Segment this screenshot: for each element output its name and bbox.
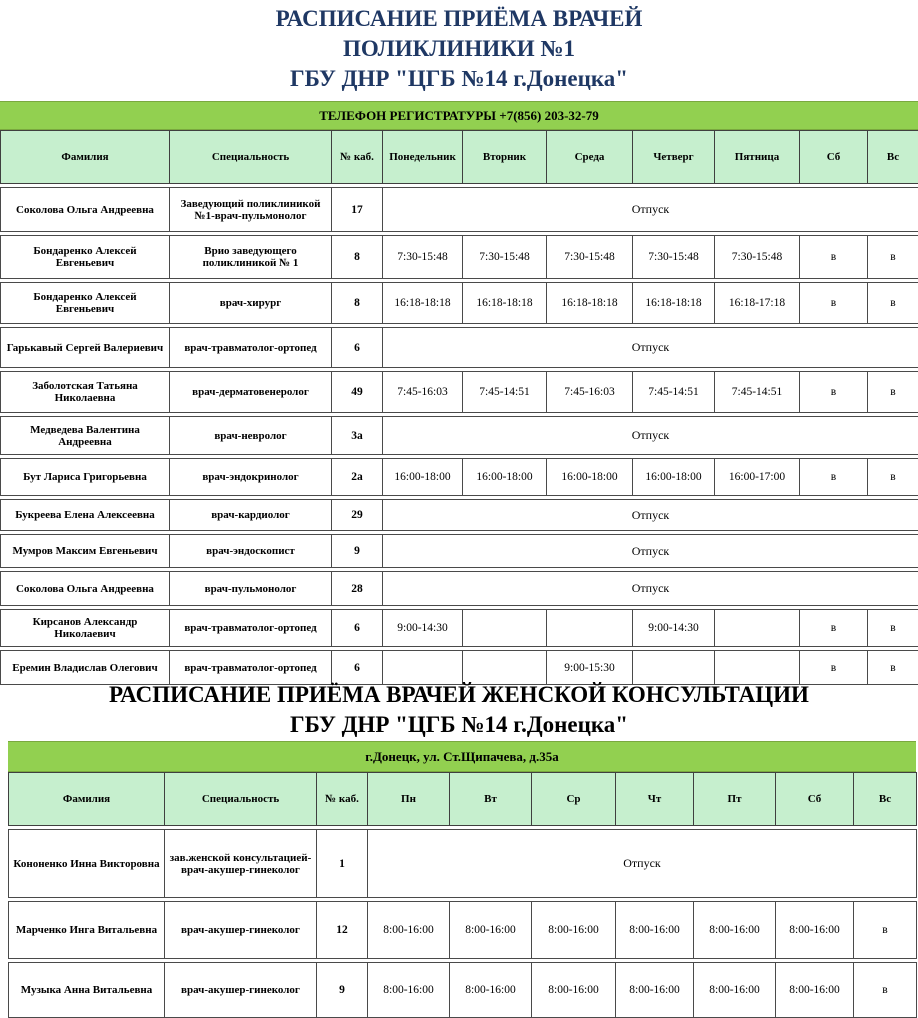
schedule-cell: в	[868, 283, 918, 324]
column-header: Фамилия	[1, 131, 170, 184]
schedule-cell: 16:18-18:18	[547, 283, 633, 324]
doctor-name-cell: Марченко Инга Витальевна	[9, 902, 165, 959]
cabinet-cell: 2а	[332, 459, 383, 496]
schedule-cell: в	[868, 651, 918, 685]
column-header: Чт	[616, 773, 694, 826]
schedule-cell: 16:00-18:00	[463, 459, 547, 496]
doctor-name-cell: Соколова Ольга Андреевна	[1, 572, 170, 606]
vacation-cell: Отпуск	[383, 328, 918, 368]
column-header: № каб.	[332, 131, 383, 184]
specialty-cell: врач-травматолог-ортопед	[170, 328, 332, 368]
specialty-cell: врач-эндокринолог	[170, 459, 332, 496]
schedule-cell: 7:30-15:48	[463, 236, 547, 279]
specialty-cell: врач-эндоскопист	[170, 535, 332, 568]
schedule-cell: 8:00-16:00	[450, 902, 532, 959]
cabinet-cell: 28	[332, 572, 383, 606]
schedule-cell: 8:00-16:00	[776, 902, 854, 959]
column-header: Понедельник	[383, 131, 463, 184]
womens-consultation-title-line: ГБУ ДНР "ЦГБ №14 г.Донецка"	[0, 710, 918, 740]
doctor-name-cell: Бут Лариса Григорьевна	[1, 459, 170, 496]
schedule-cell: 7:45-16:03	[547, 372, 633, 413]
doctor-name-cell: Медведева Валентина Андреевна	[1, 417, 170, 455]
doctor-row	[1, 236, 918, 279]
schedule-cell: 8:00-16:00	[616, 902, 694, 959]
doctor-name-cell: Гарькавый Сергей Валериевич	[1, 328, 170, 368]
schedule-cell: 7:30-15:48	[547, 236, 633, 279]
schedule-cell: 8:00-16:00	[368, 963, 450, 1018]
schedule-cell	[547, 610, 633, 647]
schedule-cell: 8:00-16:00	[616, 963, 694, 1018]
cabinet-cell: 6	[332, 610, 383, 647]
womens-consultation-title	[0, 680, 918, 740]
header-row	[9, 773, 917, 826]
womens-consultation-schedule-table	[8, 772, 917, 1018]
specialty-cell: врач-акушер-гинеколог	[165, 902, 317, 959]
cabinet-cell: 3а	[332, 417, 383, 455]
schedule-cell: в	[800, 651, 868, 685]
schedule-cell: 9:00-14:30	[383, 610, 463, 647]
schedule-cell: 8:00-16:00	[694, 963, 776, 1018]
schedule-cell: 8:00-16:00	[694, 902, 776, 959]
cabinet-cell: 6	[332, 651, 383, 685]
header-row	[1, 131, 918, 184]
schedule-cell: 7:45-14:51	[463, 372, 547, 413]
vacation-cell: Отпуск	[383, 500, 918, 531]
cabinet-cell: 49	[332, 372, 383, 413]
doctor-row	[1, 417, 918, 455]
column-header: Специальность	[170, 131, 332, 184]
schedule-cell: в	[868, 236, 918, 279]
schedule-cell: в	[868, 372, 918, 413]
doctor-row	[1, 283, 918, 324]
doctor-row	[9, 963, 917, 1018]
specialty-cell: врач-дерматовенеролог	[170, 372, 332, 413]
vacation-cell: Отпуск	[383, 535, 918, 568]
specialty-cell: Врио заведующего поликлиникой № 1	[170, 236, 332, 279]
column-header: Пятница	[715, 131, 800, 184]
schedule-cell	[463, 610, 547, 647]
schedule-cell: 16:00-18:00	[383, 459, 463, 496]
schedule-cell: 16:00-17:00	[715, 459, 800, 496]
doctor-row	[1, 372, 918, 413]
column-header: Четверг	[633, 131, 715, 184]
specialty-cell: врач-травматолог-ортопед	[170, 651, 332, 685]
doctor-row	[1, 188, 918, 232]
schedule-cell: в	[854, 963, 917, 1018]
doctor-row	[1, 572, 918, 606]
schedule-cell: 16:18-18:18	[633, 283, 715, 324]
specialty-cell: врач-невролог	[170, 417, 332, 455]
column-header: № каб.	[317, 773, 368, 826]
schedule-cell: 7:45-16:03	[383, 372, 463, 413]
schedule-cell: 8:00-16:00	[532, 902, 616, 959]
column-header: Сб	[776, 773, 854, 826]
doctor-row	[1, 328, 918, 368]
schedule-cell: 8:00-16:00	[368, 902, 450, 959]
schedule-cell: в	[800, 236, 868, 279]
column-header: Вт	[450, 773, 532, 826]
schedule-cell: 9:00-14:30	[633, 610, 715, 647]
specialty-cell: врач-травматолог-ортопед	[170, 610, 332, 647]
registry-phone-bar	[0, 101, 918, 130]
column-header: Сб	[800, 131, 868, 184]
cabinet-cell: 9	[317, 963, 368, 1018]
schedule-cell: 7:45-14:51	[633, 372, 715, 413]
schedule-cell: 7:45-14:51	[715, 372, 800, 413]
polyclinic-title-line: ПОЛИКЛИНИКИ №1	[0, 34, 918, 64]
doctor-name-cell: Букреева Елена Алексеевна	[1, 500, 170, 531]
schedule-cell: 16:18-18:18	[463, 283, 547, 324]
column-header: Пт	[694, 773, 776, 826]
polyclinic-schedule-table	[0, 130, 918, 685]
schedule-cell: 9:00-15:30	[547, 651, 633, 685]
doctor-row	[1, 500, 918, 531]
doctor-name-cell: Бондаренко Алексей Евгеньевич	[1, 283, 170, 324]
doctor-row	[1, 535, 918, 568]
polyclinic-title-line: РАСПИСАНИЕ ПРИЁМА ВРАЧЕЙ	[0, 4, 918, 34]
specialty-cell: зав.женской консультацией-врач-акушер-гинеколог	[165, 830, 317, 898]
column-header: Вс	[868, 131, 918, 184]
doctor-name-cell: Заболотская Татьяна Николаевна	[1, 372, 170, 413]
column-header: Фамилия	[9, 773, 165, 826]
schedule-cell: в	[800, 459, 868, 496]
schedule-cell: 16:18-17:18	[715, 283, 800, 324]
address-bar	[8, 741, 916, 772]
cabinet-cell: 17	[332, 188, 383, 232]
doctor-row	[9, 830, 917, 898]
schedule-cell: в	[800, 610, 868, 647]
specialty-cell: врач-хирург	[170, 283, 332, 324]
womens-consultation-title-line: РАСПИСАНИЕ ПРИЁМА ВРАЧЕЙ ЖЕНСКОЙ КОНСУЛЬТАЦИИ	[0, 680, 918, 710]
schedule-cell: 8:00-16:00	[776, 963, 854, 1018]
schedule-cell: в	[868, 459, 918, 496]
column-header: Вс	[854, 773, 917, 826]
cabinet-cell: 8	[332, 236, 383, 279]
column-header: Пн	[368, 773, 450, 826]
schedule-cell: 7:30-15:48	[383, 236, 463, 279]
specialty-cell: Заведующий поликлиникой №1-врач-пульмонолог	[170, 188, 332, 232]
doctor-name-cell: Соколова Ольга Андреевна	[1, 188, 170, 232]
column-header: Ср	[532, 773, 616, 826]
schedule-cell: 7:30-15:48	[633, 236, 715, 279]
specialty-cell: врач-кардиолог	[170, 500, 332, 531]
schedule-cell: 16:18-18:18	[383, 283, 463, 324]
cabinet-cell: 1	[317, 830, 368, 898]
column-header: Специальность	[165, 773, 317, 826]
schedule-cell: в	[868, 610, 918, 647]
doctor-name-cell: Еремин Владислав Олегович	[1, 651, 170, 685]
vacation-cell: Отпуск	[383, 417, 918, 455]
doctor-name-cell: Кононенко Инна Викторовна	[9, 830, 165, 898]
column-header: Среда	[547, 131, 633, 184]
schedule-cell: 7:30-15:48	[715, 236, 800, 279]
doctor-row	[9, 902, 917, 959]
schedule-cell: 16:00-18:00	[547, 459, 633, 496]
schedule-cell: в	[800, 283, 868, 324]
cabinet-cell: 12	[317, 902, 368, 959]
vacation-cell: Отпуск	[383, 572, 918, 606]
schedule-cell	[715, 610, 800, 647]
address-text: г.Донецк, ул. Ст.Щипачева, д.35а	[365, 749, 558, 764]
cabinet-cell: 29	[332, 500, 383, 531]
doctor-row	[1, 459, 918, 496]
schedule-cell: 8:00-16:00	[532, 963, 616, 1018]
cabinet-cell: 9	[332, 535, 383, 568]
schedule-cell: в	[800, 372, 868, 413]
doctor-row	[1, 610, 918, 647]
schedule-cell: 16:00-18:00	[633, 459, 715, 496]
vacation-cell: Отпуск	[383, 188, 918, 232]
specialty-cell: врач-акушер-гинеколог	[165, 963, 317, 1018]
schedule-cell: 8:00-16:00	[450, 963, 532, 1018]
registry-phone-text: ТЕЛЕФОН РЕГИСТРАТУРЫ +7(856) 203-32-79	[319, 108, 599, 123]
cabinet-cell: 6	[332, 328, 383, 368]
doctor-name-cell: Кирсанов Александр Николаевич	[1, 610, 170, 647]
polyclinic-title	[0, 4, 918, 94]
specialty-cell: врач-пульмонолог	[170, 572, 332, 606]
vacation-cell: Отпуск	[368, 830, 917, 898]
doctor-name-cell: Бондаренко Алексей Евгеньевич	[1, 236, 170, 279]
doctor-name-cell: Музыка Анна Витальевна	[9, 963, 165, 1018]
column-header: Вторник	[463, 131, 547, 184]
cabinet-cell: 8	[332, 283, 383, 324]
schedule-cell: в	[854, 902, 917, 959]
polyclinic-title-line: ГБУ ДНР "ЦГБ №14 г.Донецка"	[0, 64, 918, 94]
doctor-name-cell: Мумров Максим Евгеньевич	[1, 535, 170, 568]
